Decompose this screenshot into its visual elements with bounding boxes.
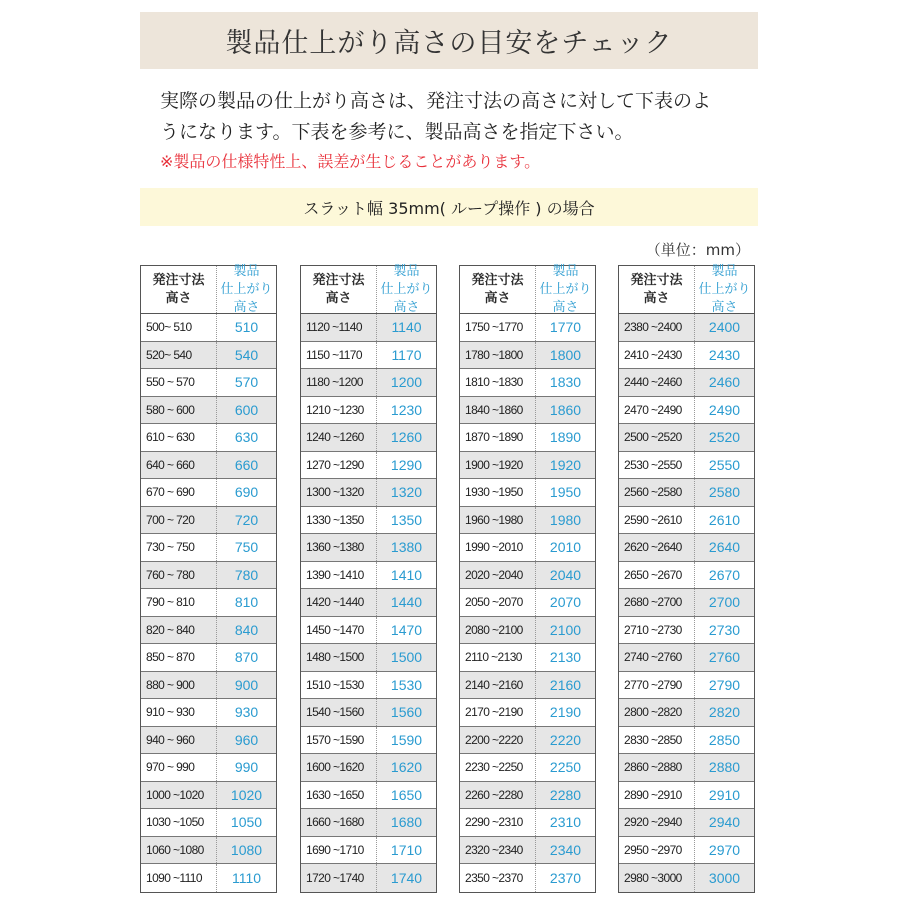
table-row — [301, 507, 436, 535]
table-row — [619, 534, 754, 562]
table-row — [460, 452, 595, 480]
product-height-cell: 960 — [234, 731, 259, 748]
table-row — [460, 507, 595, 535]
header-text: 発注寸法 — [471, 272, 524, 288]
header-text: 仕上がり高さ — [698, 281, 751, 315]
size-table-2 — [300, 265, 437, 893]
product-height-cell: 690 — [234, 484, 259, 501]
table-row — [460, 424, 595, 452]
header-text: 高さ — [165, 290, 192, 306]
table-row — [619, 589, 754, 617]
order-range-cell: 2170 ~2190 — [460, 699, 536, 726]
product-height-header — [377, 263, 436, 315]
order-range-cell: 1780 ~1800 — [460, 342, 536, 369]
table-row — [301, 727, 436, 755]
size-table-3 — [459, 265, 596, 893]
order-range-cell: 2740 ~2760 — [619, 644, 695, 671]
table-row — [619, 754, 754, 782]
table-row — [141, 617, 276, 645]
header-text: 仕上がり高さ — [380, 281, 433, 315]
header-text: 高さ — [643, 290, 670, 306]
product-height-cell: 2610 — [708, 511, 741, 528]
table-row — [460, 837, 595, 865]
product-height-cell: 1410 — [390, 566, 423, 583]
order-range-cell: 940 ~ 960 — [141, 727, 217, 754]
header-text: 製品 — [233, 263, 260, 279]
order-range-cell: 880 ~ 900 — [141, 672, 217, 699]
product-height-cell: 750 — [234, 539, 259, 556]
product-height-cell: 2280 — [549, 786, 582, 803]
product-height-cell: 810 — [234, 594, 259, 611]
order-range-cell: 2320 ~2340 — [460, 837, 536, 864]
product-height-cell: 720 — [234, 511, 259, 528]
order-range-cell: 1180 ~1200 — [301, 369, 377, 396]
product-height-cell: 1980 — [549, 511, 582, 528]
order-range-cell: 640 ~ 660 — [141, 452, 217, 479]
table-row — [301, 754, 436, 782]
product-height-cell: 2640 — [708, 539, 741, 556]
table-row — [141, 864, 276, 892]
product-height-cell: 1260 — [390, 429, 423, 446]
product-height-cell: 780 — [234, 566, 259, 583]
product-height-cell: 990 — [234, 759, 259, 776]
product-height-cell: 840 — [234, 621, 259, 638]
product-height-cell: 1050 — [230, 814, 263, 831]
table-row — [141, 644, 276, 672]
header-text: 高さ — [325, 290, 352, 306]
table-row — [141, 672, 276, 700]
table-row — [141, 397, 276, 425]
order-range-cell: 1270 ~1290 — [301, 452, 377, 479]
order-range-cell: 1420 ~1440 — [301, 589, 377, 616]
order-range-cell: 910 ~ 930 — [141, 699, 217, 726]
product-height-cell: 1860 — [549, 401, 582, 418]
product-height-cell: 2190 — [549, 704, 582, 721]
product-height-cell: 1800 — [549, 346, 582, 363]
table-row — [301, 864, 436, 892]
table-row — [619, 672, 754, 700]
table-header — [619, 263, 754, 315]
order-range-cell: 1330 ~1350 — [301, 507, 377, 534]
order-range-cell: 2860 ~2880 — [619, 754, 695, 781]
product-height-cell: 1350 — [390, 511, 423, 528]
table-row — [301, 617, 436, 645]
order-range-cell: 1900 ~1920 — [460, 452, 536, 479]
table-row — [619, 727, 754, 755]
order-range-cell: 2530 ~2550 — [619, 452, 695, 479]
product-height-header — [536, 263, 595, 315]
product-height-cell: 2580 — [708, 484, 741, 501]
product-height-cell: 2730 — [708, 621, 741, 638]
product-height-cell: 2430 — [708, 346, 741, 363]
header-text: 仕上がり高さ — [539, 281, 592, 315]
order-range-cell: 1960 ~1980 — [460, 507, 536, 534]
table-row — [460, 342, 595, 370]
table-row — [301, 589, 436, 617]
table-row — [301, 644, 436, 672]
product-height-cell: 570 — [234, 374, 259, 391]
order-range-cell: 2410 ~2430 — [619, 342, 695, 369]
table-row — [301, 479, 436, 507]
table-row — [141, 754, 276, 782]
product-height-cell: 1230 — [390, 401, 423, 418]
table-row — [460, 369, 595, 397]
product-height-cell: 1680 — [390, 814, 423, 831]
table-header — [460, 263, 595, 315]
product-height-cell: 1710 — [390, 841, 423, 858]
table-row — [619, 397, 754, 425]
order-range-cell: 1990 ~2010 — [460, 534, 536, 561]
order-range-cell: 2800 ~2820 — [619, 699, 695, 726]
table-row — [460, 314, 595, 342]
product-height-cell: 2160 — [549, 676, 582, 693]
order-range-cell: 2890 ~2910 — [619, 782, 695, 809]
table-row — [619, 479, 754, 507]
order-range-cell: 2200 ~2220 — [460, 727, 536, 754]
product-height-cell: 2100 — [549, 621, 582, 638]
table-row — [460, 479, 595, 507]
product-height-cell: 2070 — [549, 594, 582, 611]
table-row — [141, 782, 276, 810]
table-row — [141, 699, 276, 727]
page-title: 製品仕上がり高さの目安をチェック — [225, 28, 673, 59]
table-row — [141, 727, 276, 755]
table-row — [619, 507, 754, 535]
product-height-cell: 540 — [234, 346, 259, 363]
table-row — [141, 589, 276, 617]
table-row — [141, 452, 276, 480]
order-range-cell: 1840 ~1860 — [460, 397, 536, 424]
table-row — [301, 534, 436, 562]
order-range-cell: 2290 ~2310 — [460, 809, 536, 836]
table-row — [141, 424, 276, 452]
order-size-header — [460, 266, 536, 313]
table-row — [619, 782, 754, 810]
order-size-header — [141, 266, 217, 313]
order-range-cell: 700 ~ 720 — [141, 507, 217, 534]
order-range-cell: 1810 ~1830 — [460, 369, 536, 396]
warning-note: ※製品の仕様特性上、誤差が生じることがあります。 — [160, 152, 541, 171]
order-range-cell: 2710 ~2730 — [619, 617, 695, 644]
product-height-cell: 2040 — [549, 566, 582, 583]
product-height-cell: 2310 — [549, 814, 582, 831]
product-height-cell: 2910 — [708, 786, 741, 803]
table-row — [301, 314, 436, 342]
order-range-cell: 1870 ~1890 — [460, 424, 536, 451]
order-range-cell: 1660 ~1680 — [301, 809, 377, 836]
order-range-cell: 2020 ~2040 — [460, 562, 536, 589]
order-range-cell: 2560 ~2580 — [619, 479, 695, 506]
order-range-cell: 1150 ~1170 — [301, 342, 377, 369]
product-height-cell: 1140 — [391, 319, 422, 336]
table-row — [619, 864, 754, 892]
header-text: 発注寸法 — [630, 272, 683, 288]
product-height-cell: 1290 — [390, 456, 423, 473]
order-range-cell: 820 ~ 840 — [141, 617, 217, 644]
product-height-cell: 2400 — [708, 319, 741, 336]
product-height-cell: 1320 — [390, 484, 423, 501]
product-height-cell: 2220 — [549, 731, 582, 748]
product-height-cell: 1380 — [390, 539, 423, 556]
product-height-cell: 2460 — [708, 374, 741, 391]
table-row — [619, 314, 754, 342]
product-height-cell: 1890 — [549, 429, 582, 446]
order-range-cell: 550 ~ 570 — [141, 369, 217, 396]
table-row — [460, 534, 595, 562]
order-size-header — [301, 266, 377, 313]
table-row — [460, 782, 595, 810]
order-range-cell: 1480 ~1500 — [301, 644, 377, 671]
size-table-4 — [618, 265, 755, 893]
table-row — [460, 727, 595, 755]
header-text: 製品 — [552, 263, 579, 279]
header-text: 製品 — [711, 263, 738, 279]
table-row — [619, 562, 754, 590]
product-height-cell: 2970 — [708, 841, 741, 858]
table-row — [301, 562, 436, 590]
table-row — [301, 699, 436, 727]
product-height-cell: 660 — [234, 456, 259, 473]
product-height-cell: 1590 — [390, 731, 423, 748]
table-row — [301, 782, 436, 810]
order-range-cell: 790 ~ 810 — [141, 589, 217, 616]
table-row — [141, 837, 276, 865]
product-height-cell: 1650 — [390, 786, 423, 803]
product-height-cell: 2130 — [549, 649, 582, 666]
table-row — [619, 699, 754, 727]
product-height-cell: 510 — [234, 319, 259, 336]
order-range-cell: 2380 ~2400 — [619, 314, 695, 341]
product-height-cell: 2940 — [708, 814, 741, 831]
table-row — [619, 809, 754, 837]
product-height-cell: 2550 — [708, 456, 741, 473]
order-range-cell: 1930 ~1950 — [460, 479, 536, 506]
product-height-cell: 1170 — [391, 346, 422, 363]
order-range-cell: 760 ~ 780 — [141, 562, 217, 589]
unit-label: （単位：mm） — [645, 241, 750, 259]
product-height-cell: 1500 — [390, 649, 423, 666]
order-range-cell: 1030 ~1050 — [141, 809, 217, 836]
order-range-cell: 1720 ~1740 — [301, 864, 377, 892]
order-range-cell: 2470 ~2490 — [619, 397, 695, 424]
table-row — [141, 342, 276, 370]
order-range-cell: 1090 ~1110 — [141, 864, 217, 892]
order-range-cell: 2680 ~2700 — [619, 589, 695, 616]
order-range-cell: 580 ~ 600 — [141, 397, 217, 424]
order-range-cell: 2350 ~2370 — [460, 864, 536, 892]
product-height-cell: 2670 — [708, 566, 741, 583]
header-text: 製品 — [393, 263, 420, 279]
product-height-cell: 1110 — [231, 869, 262, 886]
product-height-cell: 1440 — [390, 594, 423, 611]
product-height-cell: 1080 — [230, 841, 263, 858]
order-range-cell: 2230 ~2250 — [460, 754, 536, 781]
table-row — [301, 672, 436, 700]
table-row — [619, 837, 754, 865]
table-row — [301, 424, 436, 452]
order-range-cell: 1060 ~1080 — [141, 837, 217, 864]
table-row — [301, 397, 436, 425]
order-range-cell: 2620 ~2640 — [619, 534, 695, 561]
product-height-cell: 2340 — [549, 841, 582, 858]
table-row — [460, 589, 595, 617]
order-range-cell: 850 ~ 870 — [141, 644, 217, 671]
product-height-cell: 1560 — [390, 704, 423, 721]
product-height-cell: 2520 — [708, 429, 741, 446]
table-row — [460, 809, 595, 837]
intro-line-2: うになります。下表を参考に、製品高さを指定下さい。 — [160, 121, 634, 143]
order-range-cell: 1600 ~1620 — [301, 754, 377, 781]
order-range-cell: 2770 ~2790 — [619, 672, 695, 699]
table-row — [141, 534, 276, 562]
product-height-header — [695, 263, 754, 315]
order-range-cell: 1210 ~1230 — [301, 397, 377, 424]
order-range-cell: 2980 ~3000 — [619, 864, 695, 892]
order-range-cell: 970 ~ 990 — [141, 754, 217, 781]
product-height-cell: 1770 — [549, 319, 582, 336]
order-range-cell: 2920 ~2940 — [619, 809, 695, 836]
order-range-cell: 1240 ~1260 — [301, 424, 377, 451]
product-height-cell: 1740 — [390, 869, 423, 886]
product-height-cell: 600 — [234, 401, 259, 418]
product-height-cell: 1470 — [390, 621, 423, 638]
header-text: 発注寸法 — [152, 272, 205, 288]
table-row — [460, 864, 595, 892]
product-height-cell: 2490 — [708, 401, 741, 418]
table-row — [301, 809, 436, 837]
table-row — [460, 562, 595, 590]
order-range-cell: 1120 ~1140 — [301, 314, 377, 341]
order-range-cell: 1000 ~1020 — [141, 782, 217, 809]
product-height-cell: 2370 — [549, 869, 582, 886]
order-range-cell: 2500 ~2520 — [619, 424, 695, 451]
order-range-cell: 1570 ~1590 — [301, 727, 377, 754]
size-table-1 — [140, 265, 277, 893]
table-row — [141, 562, 276, 590]
order-range-cell: 2650 ~2670 — [619, 562, 695, 589]
order-range-cell: 730 ~ 750 — [141, 534, 217, 561]
table-row — [460, 754, 595, 782]
product-height-cell: 1830 — [549, 374, 582, 391]
product-height-cell: 930 — [234, 704, 259, 721]
order-range-cell: 2950 ~2970 — [619, 837, 695, 864]
product-height-cell: 870 — [234, 649, 259, 666]
product-height-cell: 1950 — [549, 484, 582, 501]
order-range-cell: 500~ 510 — [141, 314, 217, 341]
table-row — [301, 342, 436, 370]
order-range-cell: 2590 ~2610 — [619, 507, 695, 534]
product-height-cell: 900 — [234, 676, 259, 693]
product-height-cell: 2850 — [708, 731, 741, 748]
product-height-cell: 1020 — [230, 786, 263, 803]
order-range-cell: 520~ 540 — [141, 342, 217, 369]
table-row — [460, 672, 595, 700]
product-height-cell: 1530 — [390, 676, 423, 693]
product-height-cell: 630 — [234, 429, 259, 446]
order-range-cell: 2140 ~2160 — [460, 672, 536, 699]
title-banner — [140, 12, 758, 69]
order-range-cell: 1630 ~1650 — [301, 782, 377, 809]
order-range-cell: 1690 ~1710 — [301, 837, 377, 864]
order-range-cell: 2080 ~2100 — [460, 617, 536, 644]
table-row — [301, 452, 436, 480]
order-range-cell: 1750 ~1770 — [460, 314, 536, 341]
header-text: 仕上がり高さ — [220, 281, 273, 315]
table-row — [619, 617, 754, 645]
subheader-banner — [140, 188, 758, 226]
order-range-cell: 1390 ~1410 — [301, 562, 377, 589]
table-row — [619, 452, 754, 480]
table-row — [301, 837, 436, 865]
table-row — [619, 644, 754, 672]
table-row — [141, 809, 276, 837]
table-header — [301, 263, 436, 315]
intro-line-1: 実際の製品の仕上がり高さは、発注寸法の高さに対して下表のよ — [160, 90, 712, 112]
table-row — [460, 644, 595, 672]
table-row — [141, 507, 276, 535]
order-range-cell: 1300 ~1320 — [301, 479, 377, 506]
table-row — [141, 479, 276, 507]
table-row — [141, 314, 276, 342]
subheader-text: スラット幅 35mm( ループ操作 ) の場合 — [303, 198, 595, 218]
header-text: 高さ — [484, 290, 511, 306]
table-row — [301, 369, 436, 397]
order-range-cell: 2050 ~2070 — [460, 589, 536, 616]
product-height-cell: 2250 — [549, 759, 582, 776]
product-height-cell: 2880 — [708, 759, 741, 776]
order-range-cell: 2440 ~2460 — [619, 369, 695, 396]
product-height-cell: 1200 — [390, 374, 423, 391]
order-range-cell: 610 ~ 630 — [141, 424, 217, 451]
product-height-cell: 3000 — [708, 869, 741, 886]
product-height-cell: 2760 — [708, 649, 741, 666]
table-header — [141, 263, 276, 315]
order-range-cell: 670 ~ 690 — [141, 479, 217, 506]
table-row — [460, 617, 595, 645]
order-range-cell: 1450 ~1470 — [301, 617, 377, 644]
product-height-cell: 1620 — [390, 759, 423, 776]
product-height-cell: 2010 — [549, 539, 582, 556]
table-row — [619, 424, 754, 452]
table-row — [460, 397, 595, 425]
table-row — [460, 699, 595, 727]
header-text: 発注寸法 — [312, 272, 365, 288]
product-height-cell: 2700 — [708, 594, 741, 611]
order-size-header — [619, 266, 695, 313]
order-range-cell: 1540 ~1560 — [301, 699, 377, 726]
order-range-cell: 2260 ~2280 — [460, 782, 536, 809]
table-row — [141, 369, 276, 397]
order-range-cell: 1360 ~1380 — [301, 534, 377, 561]
product-height-cell: 1920 — [549, 456, 582, 473]
table-row — [619, 342, 754, 370]
order-range-cell: 2830 ~2850 — [619, 727, 695, 754]
table-row — [619, 369, 754, 397]
product-height-cell: 2790 — [708, 676, 741, 693]
order-range-cell: 1510 ~1530 — [301, 672, 377, 699]
product-height-cell: 2820 — [708, 704, 741, 721]
product-height-header — [217, 263, 276, 315]
order-range-cell: 2110 ~2130 — [460, 644, 536, 671]
